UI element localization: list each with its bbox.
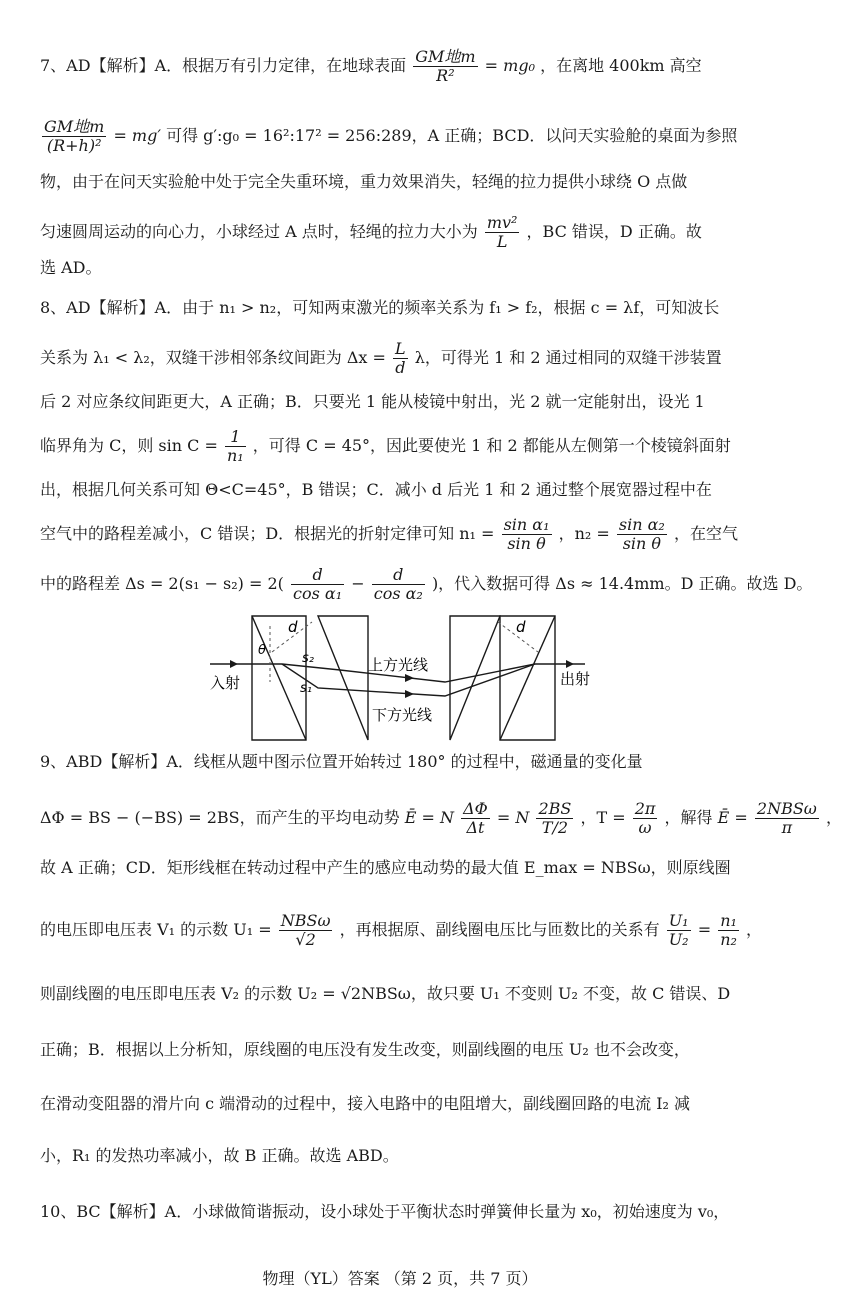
formula-critical-angle: $\frac{1}{\text{n₁}}$ bbox=[226, 427, 244, 465]
q8-line5: 出，根据几何关系可知 Θ<C=45°，B 错误；C．减小 d 后光 1 和 2 通过整个展宽器过程中在 bbox=[40, 480, 712, 499]
q8-line6: 空气中的路程差减小，C 错误；D．根据光的折射定律可知 n₁ = $\frac{\text{sin α₁}}{\text{sin θ}}$ ，n₂ = $\frac{\text{sin α₂}}{\text{sin θ}}$ ，在空气 bbox=[40, 515, 738, 553]
formula-emf-1: $\frac{\Delta\Phi}{\Delta t}$ bbox=[463, 799, 488, 837]
upper-ray bbox=[282, 664, 585, 682]
formula-n2: $\frac{\text{sin α₂}}{\text{sin θ}}$ bbox=[618, 515, 665, 553]
label-d-left: d bbox=[288, 618, 298, 636]
left-prism-diagonal bbox=[252, 616, 306, 740]
formula-fringe-spacing: $\frac{L}{d}$ bbox=[395, 339, 406, 377]
formula-gravity-surface: $\frac{\text{GM地m}}{\text{R²}}$ bbox=[415, 47, 476, 85]
formula-centripetal: $\frac{\text{mv²}}{L}$ bbox=[486, 213, 518, 251]
q7-line3: 物，由于在问天实验舱中处于完全失重环境，重力效果消失，轻绳的拉力提供小球绕 O 点做 bbox=[40, 172, 688, 191]
q9-line7: 在滑动变阻器的滑片向 c 端滑动的过程中，接入电路中的电阻增大，副线圈回路的电流 I₂ 减 bbox=[40, 1094, 691, 1113]
q9-line8: 小，R₁ 的发热功率减小，故 B 正确。故选 ABD。 bbox=[40, 1146, 399, 1165]
q7-line2: $\frac{\text{GM地m}}{\text{(R+h)²}}$ = mg′ 可得 g′:g₀ = 16²:17² = 256:289，A 正确；BCD．以问天实验舱的桌面为参照 bbox=[44, 117, 738, 155]
label-incident: 入射 bbox=[210, 674, 241, 692]
label-s2: s₂ bbox=[302, 651, 314, 666]
formula-u1: $\frac{\text{NBSω}}{√2}$ bbox=[280, 911, 331, 949]
formula-period: $\frac{2\pi}{\omega}$ bbox=[634, 799, 656, 837]
label-d-right: d bbox=[516, 618, 526, 636]
label-exit: 出射 bbox=[560, 670, 591, 688]
label-upper-ray: 上方光线 bbox=[368, 656, 429, 674]
formula-path-1: $\frac{d}{\text{cos α₁}}$ bbox=[293, 565, 343, 603]
prism-expander-diagram bbox=[200, 612, 600, 744]
formula-gravity-altitude: $\frac{\text{GM地m}}{\text{(R+h)²}}$ bbox=[44, 117, 105, 155]
q7-line4: 匀速圆周运动的向心力，小球经过 A 点时，轻绳的拉力大小为 $\frac{\text{mv²}}{L}$ ，BC 错误，D 正确。故 bbox=[40, 213, 702, 251]
label-theta: θ bbox=[258, 643, 266, 658]
q8-line2: 关系为 λ₁ < λ₂，双缝干涉相邻条纹间距为 Δx = $\frac{L}{d}$ λ，可得光 1 和 2 通过相同的双缝干涉装置 bbox=[40, 339, 722, 377]
page-footer: 物理（YL）答案 （第 2 页，共 7 页） bbox=[262, 1269, 538, 1288]
arrow-lower-icon bbox=[405, 690, 414, 698]
q10-line1: 10、BC【解析】A．小球做简谐振动，设小球处于平衡状态时弹簧伸长量为 x₀，初始速度为 v₀， bbox=[40, 1202, 730, 1221]
prism-3 bbox=[450, 616, 500, 740]
q7-line1: 7、AD【解析】A．根据万有引力定律，在地球表面 $\frac{\text{GM地m}}{\text{R²}}$ = mg₀ ，在离地 400km 高空 bbox=[40, 47, 702, 85]
formula-emf-2: $\frac{2BS}{T/2}$ bbox=[538, 799, 572, 837]
formula-path-2: $\frac{d}{\text{cos α₂}}$ bbox=[373, 565, 423, 603]
formula-n1: $\frac{\text{sin α₁}}{\text{sin θ}}$ bbox=[503, 515, 550, 553]
q7-line5: 选 AD。 bbox=[40, 258, 102, 277]
q9-line1: 9、ABD【解析】A．线框从题中图示位置开始转过 180° 的过程中，磁通量的变化量 bbox=[40, 752, 643, 771]
arrow-in-icon bbox=[230, 660, 238, 668]
label-s1: s₁ bbox=[300, 681, 312, 696]
right-prism-diagonal bbox=[500, 616, 555, 740]
q9-line4: 的电压即电压表 V₁ 的示数 U₁ = $\frac{\text{NBSω}}{√2}$ ，再根据原、副线圈电压比与匝数比的关系有 $\frac{\text{U₁}}{\text{U₂}}$ = $\frac{\text{n₁}}{\text{n₂}}$ ， bbox=[40, 911, 763, 949]
label-lower-ray: 下方光线 bbox=[372, 706, 433, 724]
formula-ratio-n: $\frac{\text{n₁}}{\text{n₂}}$ bbox=[720, 911, 737, 949]
q9-line5: 则副线圈的电压即电压表 V₂ 的示数 U₂ = √2NBSω，故只要 U₁ 不变则 U₂ 不变，故 C 错误、D bbox=[40, 984, 731, 1003]
q9-line3: 故 A 正确；CD．矩形线框在转动过程中产生的感应电动势的最大值 E_max = NBSω，则原线圈 bbox=[40, 858, 731, 877]
arrow-out-icon bbox=[566, 660, 574, 668]
q8-line7: 中的路程差 Δs = 2(s₁ − s₂) = 2( $\frac{d}{\text{cos α₁}}$ − $\frac{d}{\text{cos α₂}}$ )，代入数据可得 Δs ≈ 14.4mm。D 正确。故选 D。 bbox=[40, 565, 813, 603]
q9-line2: ΔΦ = BS − (−BS) = 2BS，而产生的平均电动势 Ē = N $\frac{\Delta\Phi}{\Delta t}$ = N $\frac{2BS}{T/2}$ ，T = $\frac{2\pi}{\omega}$ ，解得 Ē = $\frac{\text{2NBSω}}{\pi}$ ， bbox=[40, 799, 842, 837]
q8-line4: 临界角为 C，则 sin C = $\frac{1}{\text{n₁}}$ ，可得 C = 45°，因此要使光 1 和 2 都能从左侧第一个棱镜斜面射 bbox=[40, 427, 731, 465]
q9-line6: 正确；B．根据以上分析知，原线圈的电压没有发生改变，则副线圈的电压 U₂ 也不会改变， bbox=[40, 1040, 690, 1059]
prism-2 bbox=[318, 616, 368, 740]
arrow-upper-icon bbox=[405, 674, 414, 682]
q8-line1: 8、AD【解析】A．由于 n₁ > n₂，可知两束激光的频率关系为 f₁ > f₂，根据 c = λf，可知波长 bbox=[40, 298, 720, 317]
formula-ratio-u: $\frac{\text{U₁}}{\text{U₂}}$ bbox=[668, 911, 689, 949]
formula-ebar: $\frac{\text{2NBSω}}{\pi}$ bbox=[756, 799, 817, 837]
q8-line3: 后 2 对应条纹间距更大，A 正确；B．只要光 1 能从棱镜中射出，光 2 就一定能射出，设光 1 bbox=[40, 392, 705, 411]
